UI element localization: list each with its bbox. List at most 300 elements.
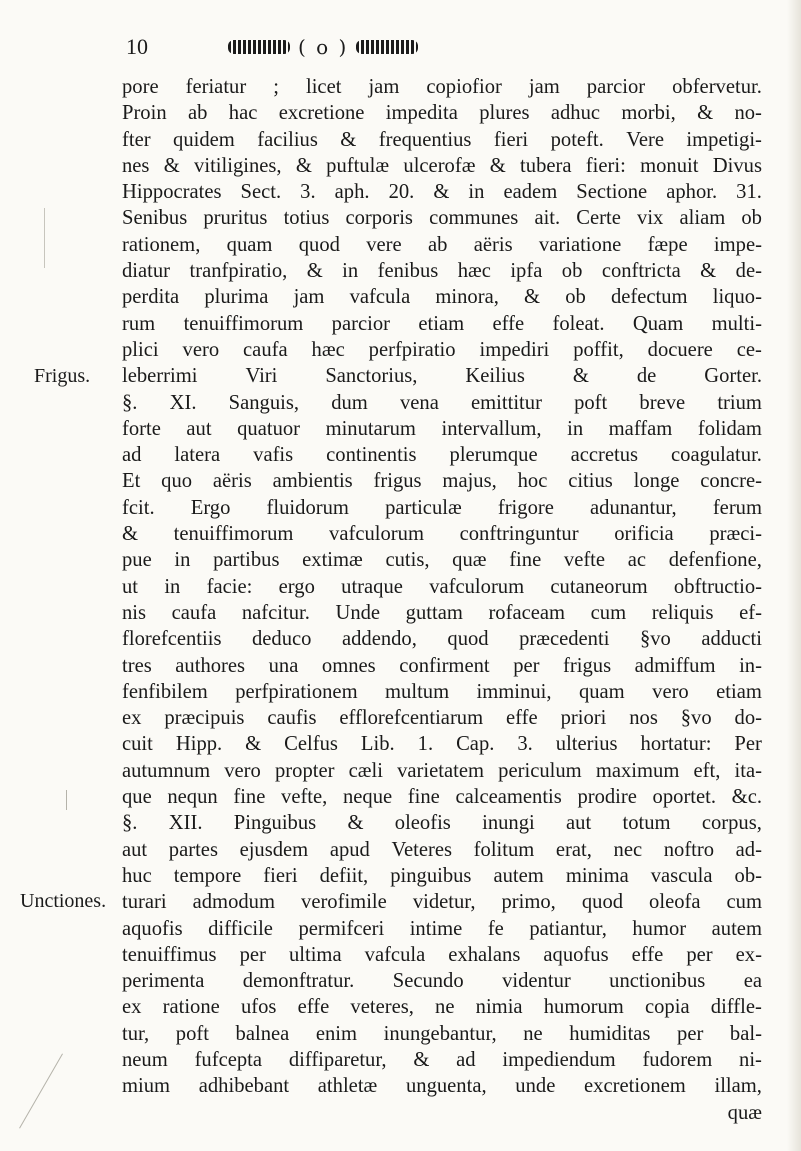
text-word: aph.	[334, 181, 370, 204]
text-line	[122, 1073, 762, 1099]
page-edge-shadow	[787, 0, 801, 1151]
text-word: conftringuntur	[459, 523, 579, 546]
text-word: omnes	[321, 654, 376, 677]
text-word: deduco	[252, 628, 312, 651]
catchword: quæ	[727, 1101, 762, 1124]
text-word: in	[567, 417, 584, 440]
text-word: &	[295, 154, 312, 177]
text-word: fufcepta	[194, 1048, 263, 1071]
ornament-band-right	[356, 40, 418, 54]
text-word: hæc	[311, 338, 345, 361]
text-word: vafculorum	[429, 575, 525, 598]
text-word: partibus	[213, 549, 280, 572]
text-word: turari	[122, 891, 167, 914]
text-word: Cap.	[456, 733, 495, 756]
text-word: fudorem	[642, 1048, 713, 1071]
text-word: difficile	[208, 917, 273, 940]
text-word: vena	[399, 391, 439, 414]
text-word: poteft.	[550, 128, 604, 151]
text-word: Lib.	[360, 733, 395, 756]
text-word: §.	[122, 812, 138, 835]
text-word: fenibus	[377, 260, 439, 283]
text-word: varietatem	[397, 759, 485, 782]
text-word: eadem	[503, 181, 558, 204]
text-word: Sanguis,	[228, 391, 300, 414]
text-word: obfervetur.	[672, 76, 762, 98]
text-word: Certe	[576, 207, 621, 230]
text-word: adhibebant	[198, 1075, 290, 1098]
text-line	[122, 810, 762, 836]
text-word: morbi,	[621, 102, 676, 125]
text-word: autem	[711, 917, 762, 940]
text-line	[122, 574, 762, 600]
text-word: prodire	[577, 786, 637, 809]
text-word: admiffum	[634, 654, 716, 677]
text-word: autumnum	[122, 759, 211, 782]
text-word: aëris	[473, 233, 513, 256]
text-word: 1.	[417, 733, 434, 756]
text-word: jam	[528, 76, 560, 98]
text-word: ergo	[278, 575, 315, 598]
text-word: quam	[226, 233, 273, 256]
text-word: de-	[735, 260, 762, 283]
text-line	[122, 416, 762, 442]
text-word: ob	[561, 260, 583, 283]
text-word: adducti	[701, 628, 762, 651]
text-line	[122, 390, 762, 416]
text-line	[122, 994, 762, 1020]
text-word: facie:	[206, 575, 253, 598]
text-word: pruritus	[203, 207, 268, 230]
text-word: balnea	[235, 1022, 290, 1045]
text-word: verofimile	[301, 891, 387, 914]
text-word: in-	[739, 654, 762, 677]
text-word: tempore	[173, 864, 242, 887]
text-word: poffit,	[573, 338, 624, 361]
text-word: Vere	[626, 128, 664, 151]
text-word: &	[572, 365, 589, 388]
text-word: Hipp.	[175, 733, 223, 756]
text-word: &	[245, 733, 262, 756]
text-word: &	[163, 154, 180, 177]
text-word: perfpirationem	[235, 680, 358, 703]
text-word: puftulæ	[326, 154, 390, 177]
text-word: humorum	[543, 996, 624, 1019]
text-word: vero	[652, 680, 689, 703]
text-word: per	[677, 1022, 704, 1045]
text-word: tenuiffimorum	[183, 312, 304, 335]
text-word: enim	[315, 1022, 358, 1045]
text-word: ambientis	[272, 470, 353, 493]
text-word: tres	[122, 654, 152, 677]
text-word: confirment	[399, 654, 490, 677]
text-word: ulcerofæ	[403, 154, 476, 177]
text-word: nis	[122, 601, 147, 624]
text-word: cum	[726, 891, 762, 914]
text-word: minutarum	[325, 417, 416, 440]
catchword-line	[122, 1100, 762, 1126]
text-word: vefte,	[281, 786, 328, 809]
text-word: Ergo	[190, 496, 231, 519]
text-word: præci-	[709, 523, 762, 546]
text-word: concre-	[700, 470, 762, 493]
text-word: XII.	[168, 812, 203, 835]
text-line	[122, 863, 762, 889]
text-word: erat,	[555, 838, 592, 861]
text-word: imminui,	[476, 680, 552, 703]
paper-mark	[19, 1054, 70, 1133]
text-word: Celfus	[284, 733, 338, 756]
text-word: extimæ	[302, 549, 363, 572]
text-word: vefte	[563, 549, 606, 572]
text-word: tranfpiratio,	[189, 260, 288, 283]
text-word: effe	[492, 312, 525, 335]
text-word: tubera	[520, 154, 572, 177]
text-word: neum	[122, 1048, 168, 1071]
text-word: intervallum,	[441, 417, 542, 440]
text-word: frigus	[563, 654, 612, 677]
text-word: vafcula	[364, 943, 426, 966]
text-word: ad	[456, 1048, 476, 1071]
text-word: una	[268, 654, 299, 677]
text-word: cutis,	[385, 549, 430, 572]
text-word: minora,	[435, 286, 499, 309]
text-word: poft	[175, 1022, 209, 1045]
text-word: perdita	[122, 286, 180, 309]
text-word: ab	[427, 233, 448, 256]
text-word: reliquis	[651, 601, 714, 624]
text-word: neque	[342, 786, 393, 809]
text-word: que	[122, 786, 152, 809]
text-word: Sanctorius,	[325, 365, 418, 388]
text-line	[122, 600, 762, 626]
text-word: &	[413, 1048, 430, 1071]
text-word: ob	[741, 207, 762, 230]
text-word: guttam	[405, 601, 463, 624]
text-word: oleofis	[394, 812, 451, 835]
text-word: copia	[645, 996, 690, 1019]
text-word: do-	[734, 707, 762, 730]
text-word: aut	[186, 417, 212, 440]
text-word: quo	[161, 470, 193, 493]
text-line	[122, 179, 762, 205]
text-word: pore	[122, 76, 159, 98]
text-word: ex-	[735, 943, 762, 966]
text-word: &	[347, 812, 364, 835]
text-word: etiam	[418, 312, 465, 335]
text-word: defectum	[610, 286, 688, 309]
text-word: diatur	[122, 260, 171, 283]
text-word: inungebantur,	[383, 1022, 497, 1045]
text-word: pue	[122, 549, 152, 572]
text-word: partes	[168, 838, 218, 861]
text-line	[122, 442, 762, 468]
text-word: in	[164, 575, 181, 598]
text-word: 3.	[517, 733, 533, 756]
text-word: impediri	[479, 338, 550, 361]
text-word: ni-	[739, 1048, 762, 1071]
text-word: fieri	[493, 128, 529, 151]
text-word: obftructio-	[673, 575, 762, 598]
text-word: Proin	[122, 102, 167, 125]
text-line	[122, 653, 762, 679]
ornament-band-left	[228, 40, 290, 54]
text-word: tenuiffimus	[122, 943, 217, 966]
text-word: vafis	[253, 444, 294, 467]
text-word: totius	[283, 207, 330, 230]
text-word: frigore	[497, 496, 554, 519]
page-header	[0, 28, 801, 68]
text-word: ad-	[735, 838, 762, 861]
text-line	[122, 968, 762, 994]
text-word: dum	[331, 391, 368, 414]
text-word: multum	[385, 680, 450, 703]
text-word: Gorter.	[704, 365, 762, 388]
text-word: patiantur,	[529, 917, 607, 940]
text-word: quod	[581, 891, 624, 914]
text-word: defenfione,	[668, 549, 762, 572]
text-word: nafcitur.	[241, 601, 310, 624]
text-word: forte	[122, 417, 161, 440]
text-line	[122, 889, 762, 915]
text-word: rationem,	[122, 233, 201, 256]
text-line	[122, 337, 762, 363]
text-word: fine	[407, 786, 440, 809]
text-word: vix	[637, 207, 664, 230]
text-word: docuere	[647, 338, 713, 361]
paper-mark	[66, 790, 75, 810]
text-word: &c.	[731, 786, 762, 809]
text-word: coagulatur.	[671, 444, 762, 467]
text-word: particulæ	[385, 496, 462, 519]
text-word: foleat.	[552, 312, 605, 335]
text-word: utraque	[341, 575, 403, 598]
text-word: impe-	[713, 233, 762, 256]
text-word: &	[306, 260, 323, 283]
text-word: Keilius	[465, 365, 525, 388]
text-word: aliam	[679, 207, 726, 230]
text-word: mium	[122, 1075, 171, 1098]
text-word: nequn	[167, 786, 218, 809]
text-word: ratione	[162, 996, 220, 1019]
text-word: continentis	[326, 444, 417, 467]
text-word: ad	[122, 444, 142, 467]
text-word: fcit.	[122, 496, 155, 519]
text-word: folitum	[473, 838, 535, 861]
text-word: ait.	[534, 207, 561, 230]
text-word: per	[239, 943, 266, 966]
text-line	[122, 363, 762, 389]
paper-mark	[44, 208, 53, 268]
text-line	[122, 731, 762, 757]
text-line	[122, 127, 762, 153]
margin-note-unctiones: Unctiones.	[20, 890, 107, 912]
text-line	[122, 521, 762, 547]
text-word: nec	[613, 838, 643, 861]
text-word: athletæ	[317, 1075, 378, 1098]
text-word: fine	[509, 549, 542, 572]
text-word: in	[342, 260, 359, 283]
text-word: exhalans	[448, 943, 521, 966]
text-word: apud	[329, 838, 370, 861]
text-word: parcior	[586, 76, 646, 98]
text-word: Unde	[335, 601, 381, 624]
text-word: fter	[122, 128, 151, 151]
text-line	[122, 837, 762, 863]
text-word: &	[122, 523, 139, 546]
text-word: etiam	[716, 680, 762, 703]
text-word: parcior	[331, 312, 390, 335]
text-line	[122, 679, 762, 705]
text-word: primo,	[501, 891, 556, 914]
text-word: monuit	[640, 154, 699, 177]
text-line	[122, 495, 762, 521]
text-word: fieri:	[585, 154, 626, 177]
text-word: hæc	[457, 260, 491, 283]
text-word: accretus	[570, 444, 639, 467]
text-word: copiofior	[426, 76, 502, 98]
text-word: illam,	[714, 1075, 762, 1098]
text-word: §vo	[639, 628, 671, 651]
text-word: florefcentiis	[122, 628, 222, 651]
text-word: folidam	[697, 417, 762, 440]
text-word: &	[524, 286, 541, 309]
text-word: caufis	[267, 707, 317, 730]
text-word: Sect.	[240, 181, 282, 204]
text-line	[122, 232, 762, 258]
text-word: no-	[734, 102, 762, 125]
text-word: permifceri	[298, 917, 385, 940]
text-word: vero	[224, 759, 261, 782]
text-word: unctionibus	[609, 970, 706, 993]
text-word: adunantur,	[590, 496, 677, 519]
text-word: 3.	[300, 181, 316, 204]
text-word: priori	[560, 707, 607, 730]
text-word: hortatur:	[640, 733, 712, 756]
text-line	[122, 311, 762, 337]
text-word: ob-	[734, 864, 762, 887]
text-word: frequentius	[378, 128, 472, 151]
text-word: variatione	[538, 233, 622, 256]
text-word: veteres,	[350, 996, 414, 1019]
text-word: nimia	[475, 996, 523, 1019]
text-word: &	[340, 128, 357, 151]
text-word: quæ	[452, 549, 487, 572]
text-word: Per	[734, 733, 762, 756]
text-word: aëris	[212, 470, 252, 493]
text-word: aquofus	[543, 943, 609, 966]
text-word: impedita	[385, 102, 458, 125]
text-word: propter	[275, 759, 335, 782]
text-word: tenuiffimorum	[173, 523, 294, 546]
text-word: quod	[298, 233, 340, 256]
text-word: perimenta	[122, 970, 205, 993]
text-word: emittitur	[471, 391, 542, 414]
text-word: impetigi-	[686, 128, 762, 151]
text-word: jam	[293, 286, 325, 309]
text-word: plici	[122, 338, 159, 361]
text-word: admodum	[192, 891, 275, 914]
text-line	[122, 916, 762, 942]
text-word: facilius	[257, 128, 318, 151]
text-word: ejusdem	[239, 838, 309, 861]
text-word: vafculorum	[329, 523, 424, 546]
text-word: præcipuis	[164, 707, 245, 730]
text-word: jam	[368, 76, 400, 98]
header-ornament	[228, 32, 528, 62]
text-word: quam	[578, 680, 625, 703]
text-word: cutaneorum	[550, 575, 648, 598]
text-word: orificia	[614, 523, 674, 546]
text-word: 20.	[388, 181, 415, 204]
text-word: totum	[622, 812, 671, 835]
text-word: effe	[297, 996, 330, 1019]
text-word: impediendum	[502, 1048, 616, 1071]
text-line	[122, 626, 762, 652]
text-word: Et	[122, 470, 141, 493]
text-word: &	[700, 260, 717, 283]
text-word: rum	[122, 312, 156, 335]
text-word: ita-	[734, 759, 762, 782]
text-word: maffam	[608, 417, 673, 440]
text-word: Hippocrates	[122, 181, 222, 204]
text-word: breve	[639, 391, 686, 414]
text-word: &	[489, 154, 506, 177]
body-text	[122, 74, 762, 1126]
text-word: ;	[273, 76, 279, 98]
text-word: autem	[493, 864, 544, 887]
text-line	[122, 1021, 762, 1047]
text-word: conftricta	[601, 260, 681, 283]
text-word: vero	[182, 338, 220, 361]
text-word: bal-	[729, 1022, 762, 1045]
text-line	[122, 705, 762, 731]
text-word: Senibus	[122, 207, 188, 230]
text-word: fine	[233, 786, 266, 809]
text-word: pinguibus	[390, 864, 472, 887]
text-word: quatuor	[237, 417, 301, 440]
text-word: demonftratur.	[242, 970, 355, 993]
text-word: ex	[122, 996, 142, 1019]
margin-note-frigus: Frigus.	[34, 365, 91, 387]
text-word: Sectione	[576, 181, 648, 204]
text-word: poft	[574, 391, 608, 414]
text-word: leberrimi	[122, 365, 198, 388]
text-word: efflorefcentiarum	[339, 707, 484, 730]
text-word: ufos	[240, 996, 277, 1019]
text-word: in	[468, 181, 485, 204]
text-line	[122, 1047, 762, 1073]
text-word: excretionem	[584, 1075, 686, 1098]
text-word: adhuc	[550, 102, 601, 125]
text-word: citius	[568, 470, 613, 493]
text-word: aphor.	[666, 181, 718, 204]
text-word: multi-	[711, 312, 762, 335]
text-word: cuit	[122, 733, 153, 756]
text-word: calceamentis	[455, 786, 562, 809]
text-word: unguenta,	[405, 1075, 487, 1098]
text-word: ipfa	[510, 260, 543, 283]
text-word: vere	[366, 233, 402, 256]
text-line	[122, 284, 762, 310]
text-word: defiit,	[319, 864, 369, 887]
text-word: communes	[429, 207, 519, 230]
text-word: §vo	[680, 707, 712, 730]
text-line	[122, 942, 762, 968]
text-word: plures	[479, 102, 530, 125]
text-word: feriatur	[185, 76, 247, 98]
text-word: majus,	[442, 470, 497, 493]
